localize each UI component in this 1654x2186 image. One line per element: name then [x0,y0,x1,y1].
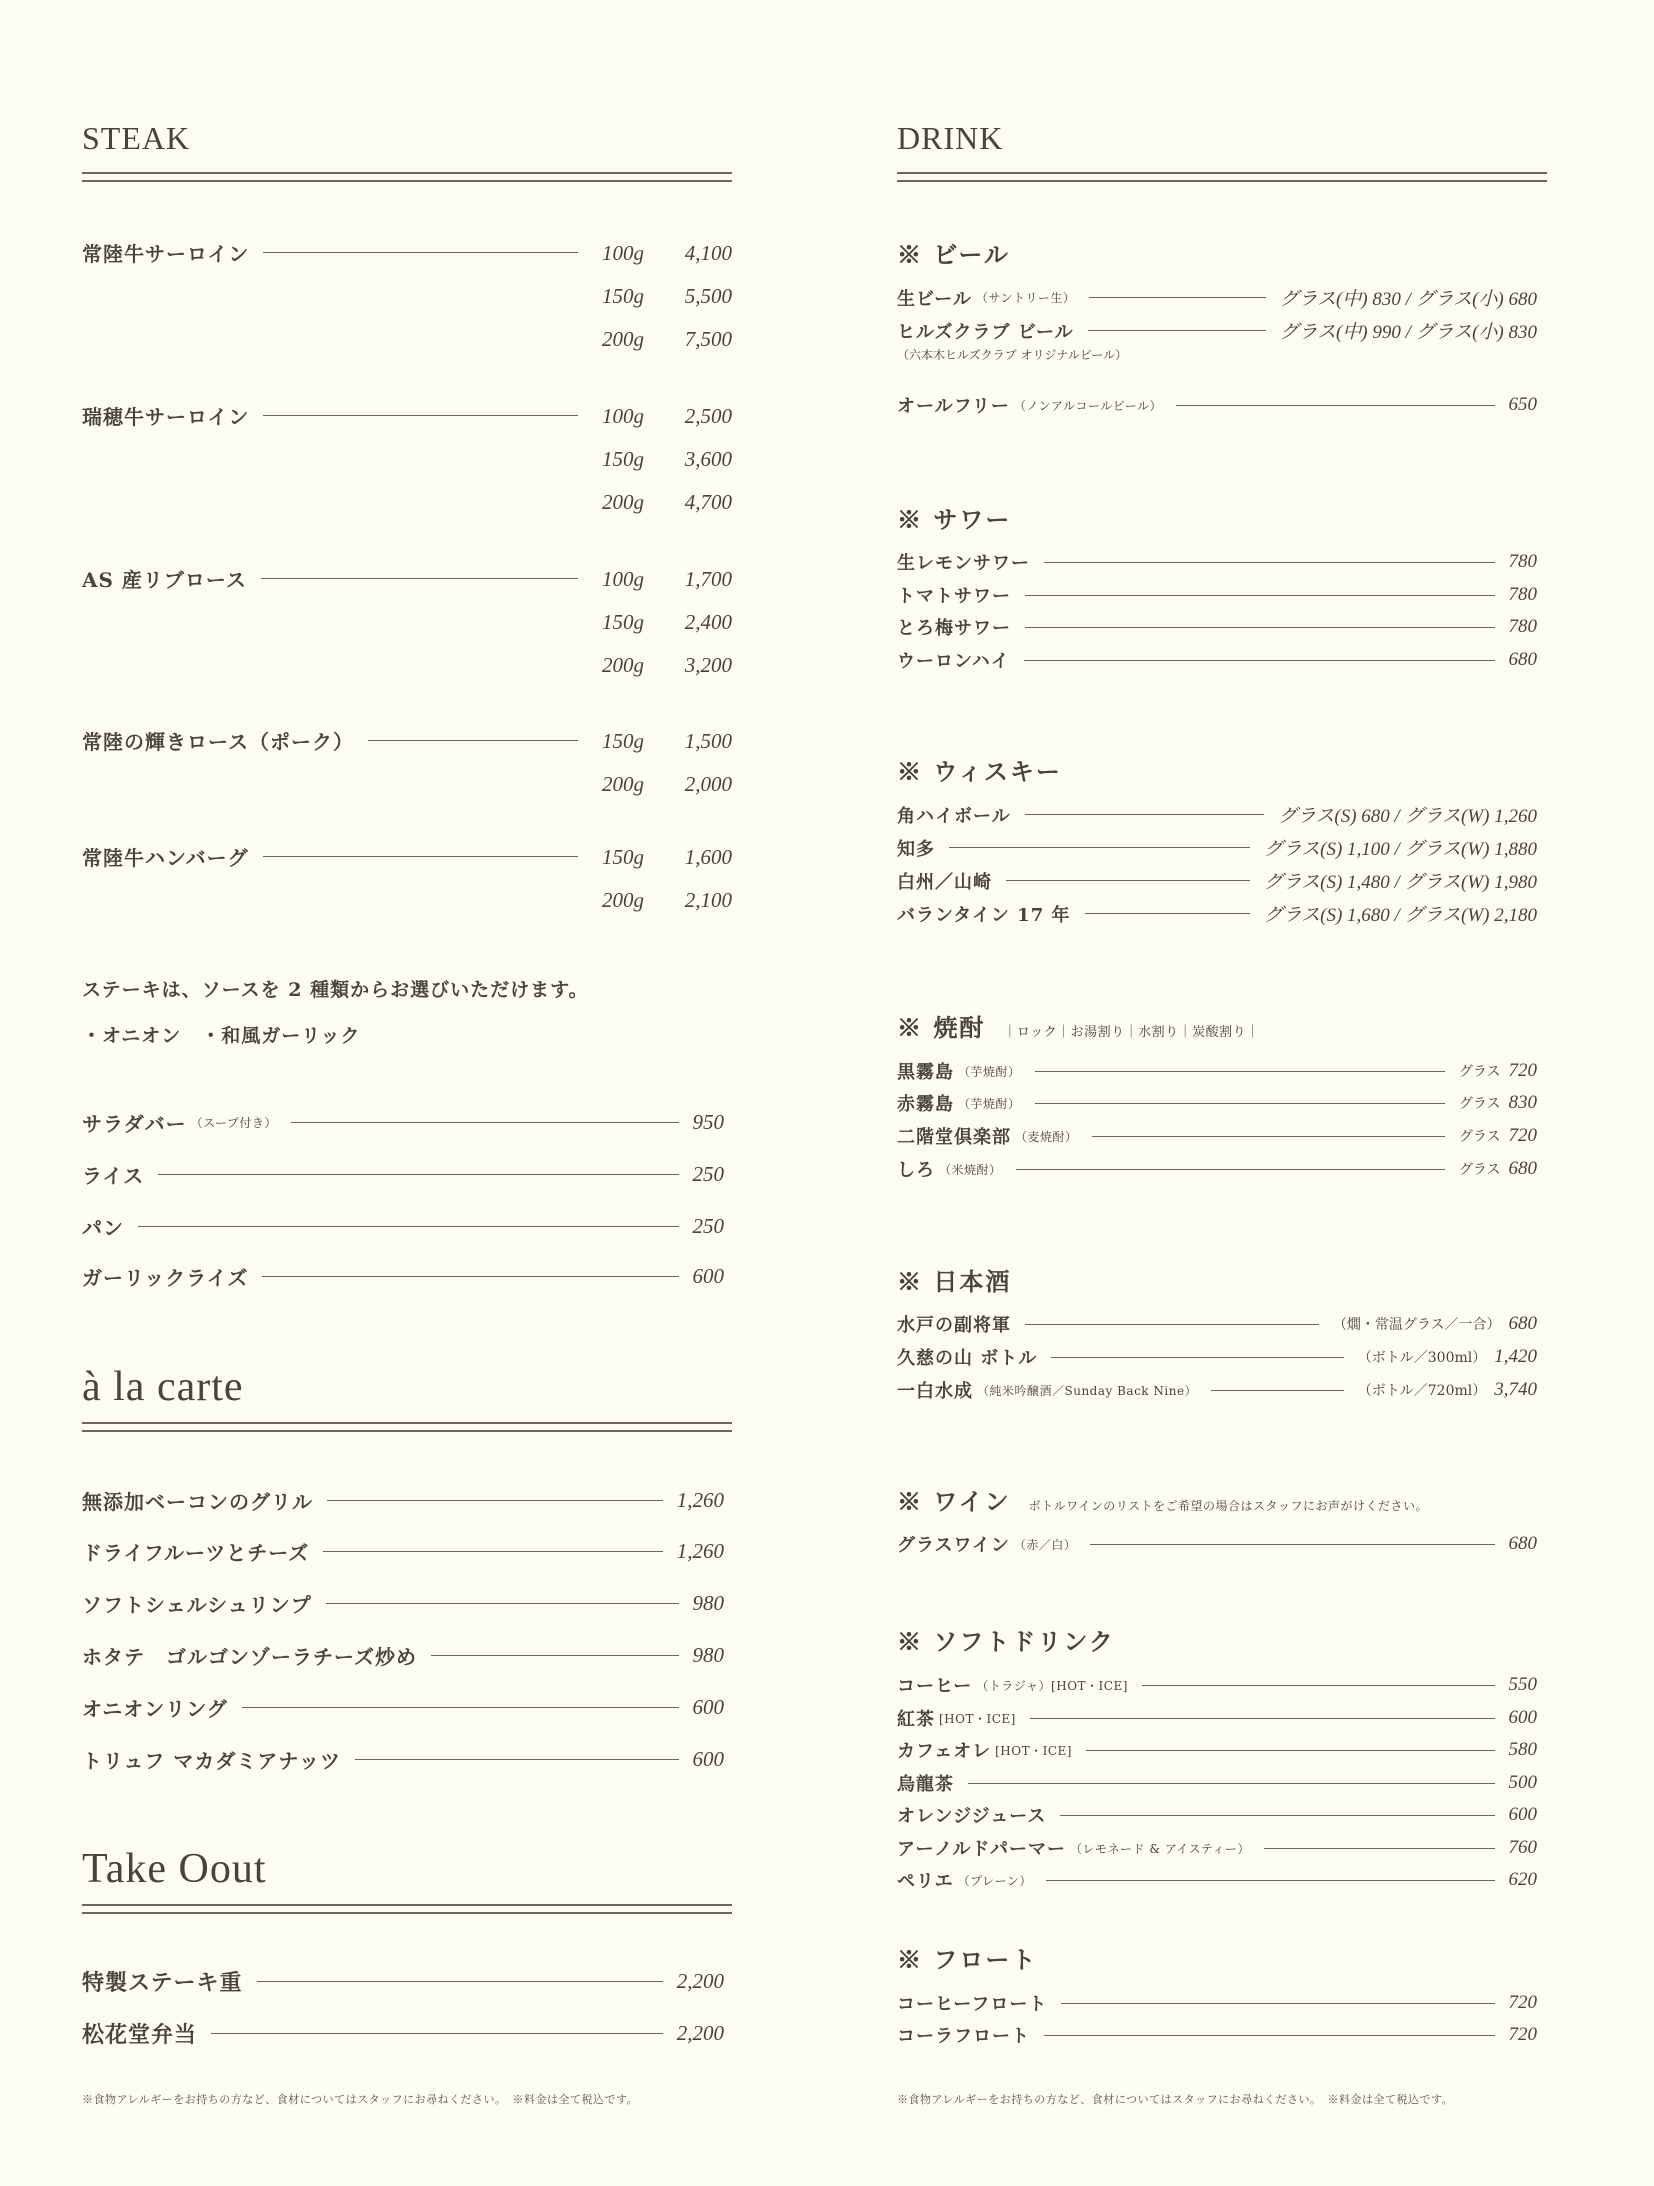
item-note: （レモネード & アイスティー） [1070,1841,1250,1856]
item-name: 常陸牛サーロイン [82,242,250,266]
item-weight: 150g [602,610,644,634]
item-name: パン [82,1216,124,1240]
item-name: 生ビール [897,288,972,310]
leader-line [211,2033,663,2034]
alacarte-item [82,1745,724,1774]
leader-line [968,1783,1495,1784]
item-name: ペリエ [897,1871,954,1892]
item-price: 950 [692,1110,724,1134]
item-weight: 100g [602,567,644,591]
item-price: 2,500 [684,404,732,428]
item-note: （ノンアルコールビール） [1013,398,1163,413]
item-price: 1,500 [684,729,732,753]
item-price: 3,600 [684,447,732,471]
item-price: 720 [1508,1060,1537,1081]
item-price: 680 [1508,1313,1537,1334]
item-price: 620 [1508,1869,1537,1890]
side-item [82,1262,724,1291]
item-weight: 200g [602,327,644,351]
leader-line [949,847,1250,848]
leader-line [327,1500,663,1501]
item-note: （サントリー生） [975,291,1076,305]
item-price: 830 [1508,1092,1537,1113]
item-price: グラス(S) 1,100 / グラス(W) 1,880 [1263,839,1537,860]
item-price: グラス(中) 990 / グラス(小) 830 [1279,322,1537,343]
item-price: 780 [1508,584,1537,605]
item-name: 瑞穂牛サーロイン [82,405,250,429]
item-name: オレンジジュース [897,1806,1047,1827]
item-price: 980 [692,1591,724,1615]
item-price: 680 [1508,649,1537,670]
side-item [82,1160,724,1189]
item-size: （ボトル／300ml） [1357,1350,1487,1366]
category-title: ※ フロート [897,1945,1038,1974]
leader-line [1092,1136,1445,1137]
leader-line [1035,1071,1445,1072]
leader-line [323,1551,663,1552]
item-name: 特製ステーキ重 [82,1970,243,1996]
category-title: ※ 焼酎 [897,1013,986,1042]
drink-item [897,834,1537,861]
category-title: ※ ワイン [897,1487,1011,1516]
item-price: 600 [692,1695,724,1719]
item-note: （米焼酎） [939,1162,1002,1177]
leader-line [138,1226,679,1227]
item-name: 赤霧島 [897,1094,954,1115]
steak-divider [82,172,732,182]
sauce-options: ・オニオン ・和風ガーリック [82,1025,361,1047]
leader-line [1142,1685,1495,1686]
item-name: 黒霧島 [897,1062,954,1083]
item-price: 3,200 [684,653,732,677]
drink-item [897,1058,1537,1084]
item-price: 4,700 [684,490,732,514]
leader-line [1085,913,1250,914]
item-name: ガーリックライズ [82,1266,249,1290]
item-price: 250 [692,1214,724,1238]
item-name: ウーロンハイ [897,651,1010,672]
drink-item [897,1156,1537,1182]
leader-line [1025,627,1495,628]
alacarte-item [82,1641,724,1670]
drink-item [897,1835,1537,1861]
item-name: 一白水成 [897,1381,973,1402]
item-price: 1,420 [1494,1346,1537,1367]
item-weight: 200g [602,772,644,796]
item-name: アーノルドパーマー [897,1839,1067,1860]
leader-line [1211,1390,1344,1391]
leader-line [1025,1324,1319,1325]
footer-note: ※食物アレルギーをお持ちの方など、食材についてはスタッフにお尋ねください。 ※料金は全て税込です。 [82,2093,639,2106]
item-price: 780 [1508,616,1537,637]
leader-line [1060,1815,1494,1816]
takeout-item [82,1966,724,1997]
item-name: ライス [82,1164,145,1188]
item-note: （純米吟醸酒／Sunday Back Nine） [977,1383,1198,1398]
item-price: 600 [692,1747,724,1771]
item-price: 3,740 [1494,1379,1537,1400]
drink-item [897,1311,1537,1337]
item-name: 水戸の副将軍 [897,1315,1011,1336]
drink-item [897,2022,1537,2048]
item-name: トマトサワー [897,586,1011,607]
item-price: 7,500 [684,327,732,351]
alacarte-item [82,1486,724,1515]
item-price: 980 [692,1643,724,1667]
item-name: 無添加ベーコンのグリル [82,1490,313,1514]
softdrink-heading [897,1622,1115,1657]
item-name: 生レモンサワー [897,553,1030,574]
item-name: 紅茶 [897,1709,935,1730]
wine-heading [897,1482,1428,1517]
item-price: グラス(S) 1,480 / グラス(W) 1,980 [1263,872,1537,893]
item-price: 650 [1508,394,1537,415]
leader-line [1176,405,1494,406]
item-weight: 100g [602,241,644,265]
drink-item [897,582,1537,608]
drink-item [897,801,1537,828]
item-size: グラス [1458,1096,1501,1112]
leader-line [1061,2003,1494,2004]
item-price: 2,000 [684,772,732,796]
item-name: グラスワイン [897,1535,1010,1556]
item-subnote: （六本木ヒルズクラブ オリジナルビール） [897,348,1128,362]
leader-line [326,1603,679,1604]
drink-item [897,1990,1537,2016]
alacarte-title: à la carte [82,1364,244,1410]
drink-item [897,647,1537,673]
drink-item [897,1531,1537,1557]
leader-line [263,415,578,416]
item-name: オールフリー [897,396,1010,417]
category-title: ※ ウィスキー [897,757,1062,786]
beer-heading [897,235,1010,270]
item-name: 常陸牛ハンバーグ [82,846,249,870]
item-name: しろ [897,1160,935,1181]
item-price: 5,500 [684,284,732,308]
item-note: [HOT・ICE] [995,1743,1072,1758]
item-name: 知多 [897,838,935,860]
leader-line [1090,1544,1494,1545]
item-note: （トラジャ）[HOT・ICE] [976,1678,1128,1693]
alacarte-item [82,1589,724,1618]
item-name: コーヒーフロート [897,1994,1048,2015]
item-price: 680 [1508,1533,1537,1554]
float-heading [897,1940,1037,1975]
item-name: コーヒー [897,1676,973,1697]
leader-line [355,1759,679,1760]
drink-divider [897,172,1547,182]
item-note: （芋焼酎） [958,1064,1021,1079]
leader-line [1089,297,1265,298]
drink-item [897,1123,1537,1149]
item-name: とろ梅サワー [897,618,1011,639]
item-weight: 150g [602,284,644,308]
item-name: 二階堂倶楽部 [897,1127,1011,1148]
drink-item [897,1377,1537,1403]
drink-item [897,317,1537,344]
sake-heading [897,1262,1011,1297]
item-name: サラダバー [82,1112,187,1136]
item-size: グラス [1458,1129,1501,1145]
item-note: （スープ付き） [190,1116,277,1130]
leader-line [1264,1848,1495,1849]
item-size: グラス [1458,1162,1501,1178]
leader-line [1025,595,1495,596]
item-name: カフェオレ [897,1741,992,1762]
drink-title: DRINK [897,120,1004,156]
item-price: 600 [1508,1707,1537,1728]
category-title: ※ 日本酒 [897,1267,1012,1296]
drink-item [897,1770,1537,1796]
sauce-note: ステーキは、ソースを 2 種類からお選びいただけます。 [82,979,589,1001]
item-price: 2,100 [684,888,732,912]
item-name: オニオンリング [82,1697,228,1721]
item-price: 580 [1508,1739,1537,1760]
item-price: 600 [692,1264,724,1288]
category-title: ※ サワー [897,505,1012,534]
item-price: 2,400 [684,610,732,634]
drink-item [897,900,1537,927]
item-price: 2,200 [676,2021,724,2045]
item-name: ホタテ ゴルゴンゾーラチーズ炒め [82,1645,417,1669]
item-name: 常陸の輝きロース（ポーク） [82,730,354,754]
item-name: 松花堂弁当 [82,2022,198,2048]
item-price: 550 [1508,1674,1537,1695]
drink-item [897,284,1537,311]
item-weight: 100g [602,404,644,428]
leader-line [1025,814,1264,815]
leader-line [261,578,578,579]
item-name: 白州／山崎 [897,871,992,893]
item-price: 2,200 [676,1969,724,1993]
item-price: 760 [1508,1837,1537,1858]
leader-line [263,252,578,253]
drink-item [897,1737,1537,1763]
item-name: バランタイン 17 年 [897,904,1071,926]
steak-title: STEAK [82,120,191,156]
item-name: コーラフロート [897,2026,1030,2047]
item-weight: 200g [602,653,644,677]
category-title: ※ ビール [897,240,1010,269]
takeout-divider [82,1904,732,1914]
item-price: 4,100 [684,241,732,265]
takeout-item [82,2018,724,2049]
leader-line [431,1655,679,1656]
drink-item [897,1705,1537,1731]
item-note: （プレーン） [957,1873,1032,1888]
drink-item [897,614,1537,640]
leader-line [1086,1750,1495,1751]
leader-line [257,1981,663,1982]
alacarte-divider [82,1422,732,1432]
item-name: ヒルズクラブ ビール [897,321,1074,343]
drink-item [897,392,1537,418]
item-price: 1,260 [676,1539,724,1563]
item-name: ソフトシェルシュリンプ [82,1593,312,1617]
leader-line [263,856,578,857]
item-size: グラス [1458,1064,1501,1080]
leader-line [242,1707,679,1708]
item-size: （ボトル／720ml） [1357,1383,1487,1399]
leader-line [158,1174,678,1175]
item-price: 250 [692,1162,724,1186]
leader-line [1030,1718,1495,1719]
drink-item [897,1344,1537,1370]
side-item [82,1212,724,1241]
leader-line [1088,330,1266,331]
item-price: 680 [1508,1158,1537,1179]
leader-line [262,1276,678,1277]
leader-line [1006,880,1250,881]
leader-line [1024,660,1495,661]
item-price: グラス(中) 830 / グラス(小) 680 [1279,289,1537,310]
takeout-title: Take Oout [82,1846,267,1892]
item-price: 720 [1508,2024,1537,2045]
footer-note: ※食物アレルギーをお持ちの方など、食材についてはスタッフにお尋ねください。 ※料金は全て税込です。 [897,2093,1454,2106]
item-note: （芋焼酎） [958,1096,1021,1111]
item-price: 1,260 [676,1488,724,1512]
item-price: 1,600 [684,845,732,869]
item-weight: 200g [602,490,644,514]
item-note: （赤／白） [1013,1537,1077,1552]
item-note: （麦焼酎） [1015,1129,1078,1144]
item-price: 780 [1508,551,1537,572]
item-price: グラス(S) 1,680 / グラス(W) 2,180 [1263,905,1537,926]
drink-item [897,1090,1537,1116]
drink-item [897,1802,1537,1828]
item-weight: 150g [602,729,644,753]
item-name: トリュフ マカダミアナッツ [82,1749,341,1773]
item-price: 720 [1508,1125,1537,1146]
item-name: 烏龍茶 [897,1774,954,1795]
item-price: 500 [1508,1772,1537,1793]
item-weight: 200g [602,888,644,912]
sour-heading [897,500,1011,535]
leader-line [1044,562,1495,563]
leader-line [1016,1169,1445,1170]
alacarte-item [82,1693,724,1722]
item-name: AS 産リブロース [82,568,247,592]
leader-line [1044,2035,1495,2036]
shochu-heading [897,1008,1260,1043]
category-title: ※ ソフトドリンク [897,1627,1115,1656]
item-price: 720 [1508,1992,1537,2013]
drink-item [897,867,1537,894]
item-size: （燗・常温グラス／一合） [1332,1317,1501,1333]
item-price: 600 [1508,1804,1537,1825]
category-note: ｜ロック｜お湯割り｜水割り｜炭酸割り｜ [1003,1025,1260,1040]
item-weight: 150g [602,447,644,471]
item-weight: 150g [602,845,644,869]
category-note: ボトルワインのリストをご希望の場合はスタッフにお声がけください。 [1028,1499,1429,1513]
drink-item [897,1672,1537,1698]
leader-line [1046,1880,1495,1881]
whisky-heading [897,752,1062,787]
drink-item [897,549,1537,575]
leader-line [1035,1103,1445,1104]
item-name: ドライフルーツとチーズ [82,1541,310,1565]
item-name: 久慈の山 ボトル [897,1348,1038,1369]
item-price: 1,700 [684,567,732,591]
side-item [82,1108,724,1137]
leader-line [1051,1357,1343,1358]
alacarte-item [82,1537,724,1566]
item-note: [HOT・ICE] [939,1711,1016,1726]
item-name: 角ハイボール [897,805,1011,827]
item-price: グラス(S) 680 / グラス(W) 1,260 [1277,806,1537,827]
leader-line [368,740,578,741]
drink-item [897,1867,1537,1893]
leader-line [291,1122,679,1123]
